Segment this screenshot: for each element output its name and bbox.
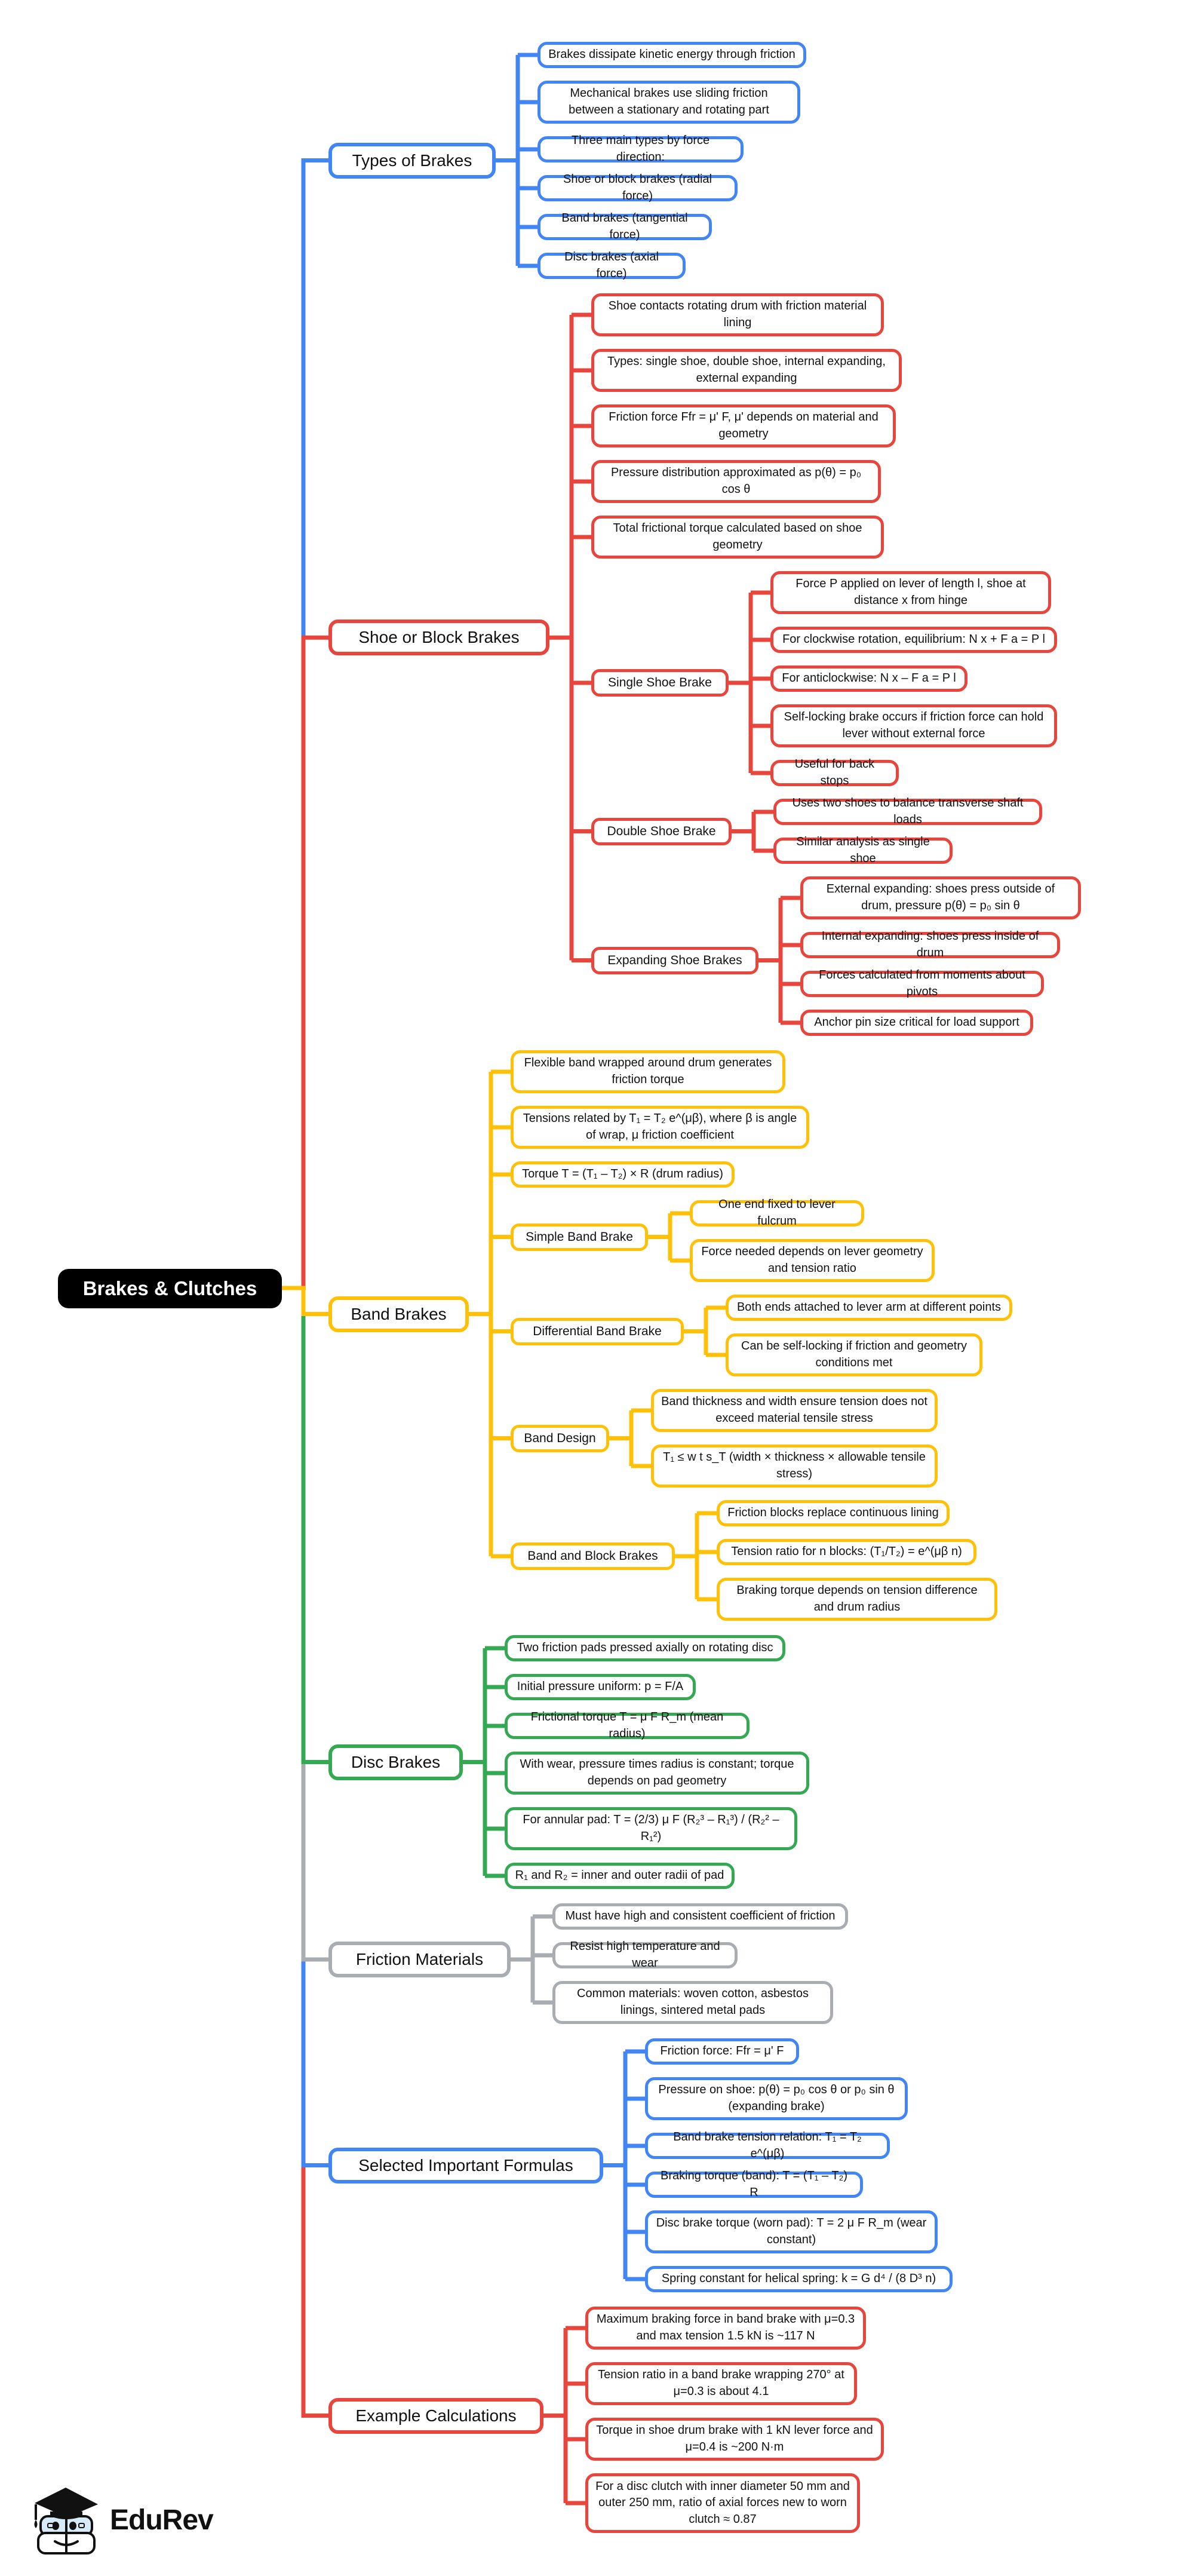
leaf-node: Flexible band wrapped around drum generates friction torque: [511, 1050, 785, 1093]
leaf-node: Disc brake torque (worn pad): T = 2 μ F R_m (wear constant): [645, 2210, 938, 2253]
leaf-node: Pressure on shoe: p(θ) = p₀ cos θ or p₀ sin θ (expanding brake): [645, 2077, 908, 2120]
leaf-node: Maximum braking force in band brake with μ=0.3 and max tension 1.5 kN is ~117 N: [585, 2307, 866, 2350]
leaf-node: R₁ and R₂ = inner and outer radii of pad: [505, 1863, 735, 1889]
leaf-node: Useful for back stops: [770, 760, 899, 786]
leaf-node: Shoe contacts rotating drum with friction material lining: [591, 293, 884, 336]
leaf-node: Three main types by force direction:: [537, 136, 744, 162]
leaf-node: Tensions related by T₁ = T₂ e^(μβ), where β is angle of wrap, μ friction coefficient: [511, 1106, 809, 1149]
leaf-node: Band thickness and width ensure tension does not exceed material tensile stress: [651, 1389, 938, 1432]
leaf-node: Self-locking brake occurs if friction force can hold lever without external force: [770, 704, 1057, 747]
leaf-node: Must have high and consistent coefficient of friction: [552, 1903, 848, 1930]
leaf-node: For annular pad: T = (2/3) μ F (R₂³ – R₁³) / (R₂² – R₁²): [505, 1807, 797, 1850]
subbranch-node: Band and Block Brakes: [511, 1542, 675, 1570]
leaf-node: With wear, pressure times radius is constant; torque depends on pad geometry: [505, 1752, 809, 1795]
edurev-logo-text: EduRev: [110, 2504, 213, 2536]
leaf-node: Types: single shoe, double shoe, internal expanding, external expanding: [591, 349, 902, 392]
leaf-node: Disc brakes (axial force): [537, 253, 686, 279]
leaf-node: Can be self-locking if friction and geometry conditions met: [726, 1333, 982, 1376]
leaf-node: Band brakes (tangential force): [537, 214, 712, 240]
subbranch-node: Simple Band Brake: [511, 1223, 648, 1251]
leaf-node: Internal expanding: shoes press inside of drum: [800, 932, 1060, 958]
branch-node: Shoe or Block Brakes: [328, 620, 549, 655]
branch-node: Types of Brakes: [328, 143, 496, 179]
edurev-logo-icon: [31, 2480, 102, 2560]
subbranch-node: Single Shoe Brake: [591, 669, 729, 697]
branch-node: Disc Brakes: [328, 1744, 463, 1780]
leaf-node: Similar analysis as single shoe: [773, 838, 953, 864]
branch-node: Friction Materials: [328, 1942, 511, 1977]
leaf-node: Friction force: Ffr = μ' F: [645, 2038, 799, 2065]
leaf-node: Friction blocks replace continuous lining: [717, 1500, 950, 1526]
leaf-node: Resist high temperature and wear: [552, 1942, 738, 1968]
leaf-node: Friction force Ffr = μ' F, μ' depends on material and geometry: [591, 404, 896, 447]
leaf-node: One end fixed to lever fulcrum: [690, 1200, 864, 1226]
leaf-node: External expanding: shoes press outside of drum, pressure p(θ) = p₀ sin θ: [800, 876, 1081, 919]
subbranch-node: Differential Band Brake: [511, 1318, 684, 1345]
leaf-node: Total frictional torque calculated based on shoe geometry: [591, 516, 884, 559]
leaf-node: For a disc clutch with inner diameter 50 mm and outer 250 mm, ratio of axial forces new to worn clutch ≈ 0.87: [585, 2473, 860, 2533]
leaf-node: Force P applied on lever of length l, shoe at distance x from hinge: [770, 571, 1051, 614]
leaf-node: For anticlockwise: N x – F a = P l: [770, 666, 967, 692]
leaf-node: Initial pressure uniform: p = F/A: [505, 1674, 696, 1700]
leaf-node: Forces calculated from moments about pivots: [800, 971, 1044, 997]
subbranch-node: Double Shoe Brake: [591, 818, 732, 845]
leaf-node: Brakes dissipate kinetic energy through friction: [537, 42, 806, 68]
branch-node: Selected Important Formulas: [328, 2148, 603, 2184]
leaf-node: Band brake tension relation: T₁ = T₂ e^(μβ): [645, 2133, 890, 2159]
leaf-node: Uses two shoes to balance transverse shaft loads: [773, 799, 1042, 825]
leaf-node: Braking torque depends on tension difference and drum radius: [717, 1578, 997, 1621]
subbranch-node: Band Design: [511, 1425, 609, 1452]
leaf-node: T₁ ≤ w t s_T (width × thickness × allowable tensile stress): [651, 1445, 938, 1488]
leaf-node: Frictional torque T = μ F R_m (mean radius): [505, 1713, 750, 1739]
leaf-node: Common materials: woven cotton, asbestos linings, sintered metal pads: [552, 1981, 833, 2024]
leaf-node: Torque T = (T₁ – T₂) × R (drum radius): [511, 1161, 735, 1188]
subbranch-node: Expanding Shoe Brakes: [591, 947, 758, 974]
leaf-node: Both ends attached to lever arm at different points: [726, 1295, 1012, 1321]
leaf-node: Torque in shoe drum brake with 1 kN lever force and μ=0.4 is ~200 N·m: [585, 2418, 884, 2461]
leaf-node: Spring constant for helical spring: k = G d⁴ / (8 D³ n): [645, 2266, 953, 2292]
leaf-node: Mechanical brakes use sliding friction between a stationary and rotating part: [537, 81, 800, 124]
leaf-node: Pressure distribution approximated as p(θ) = p₀ cos θ: [591, 460, 881, 503]
leaf-node: For clockwise rotation, equilibrium: N x + F a = P l: [770, 627, 1057, 653]
branch-node: Example Calculations: [328, 2398, 543, 2434]
leaf-node: Two friction pads pressed axially on rotating disc: [505, 1635, 785, 1661]
leaf-node: Braking torque (band): T = (T₁ – T₂) R: [645, 2172, 863, 2198]
root-node: Brakes & Clutches: [58, 1269, 282, 1308]
leaf-node: Shoe or block brakes (radial force): [537, 175, 738, 201]
leaf-node: Tension ratio for n blocks: (T₁/T₂) = e^(μβ n): [717, 1539, 976, 1565]
edurev-logo: [31, 2480, 213, 2560]
leaf-node: Anchor pin size critical for load support: [800, 1010, 1033, 1036]
leaf-node: Tension ratio in a band brake wrapping 270° at μ=0.3 is about 4.1: [585, 2362, 857, 2405]
branch-node: Band Brakes: [328, 1296, 469, 1332]
leaf-node: Force needed depends on lever geometry and tension ratio: [690, 1239, 935, 1282]
